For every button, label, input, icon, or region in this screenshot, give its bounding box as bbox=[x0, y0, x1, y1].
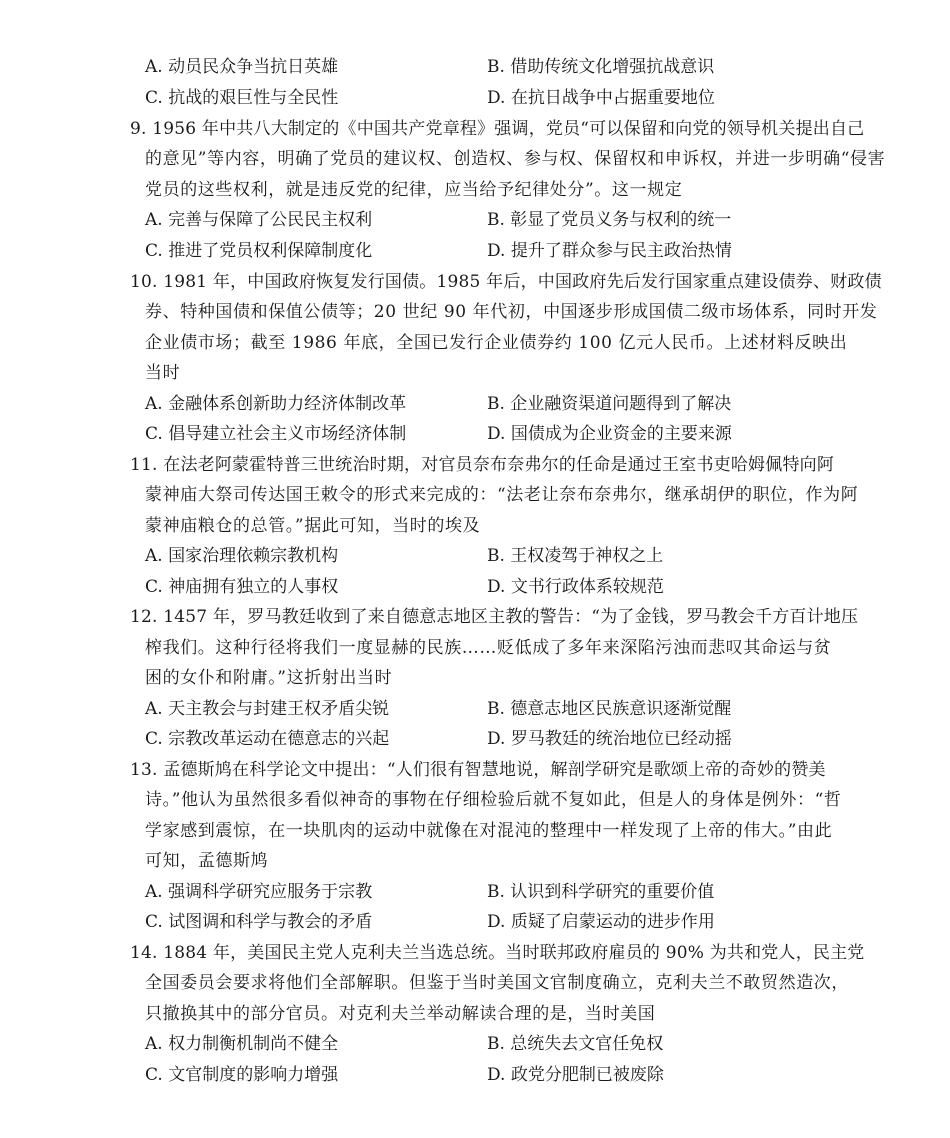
q9-option-a: A. 完善与保障了公民民主权利 bbox=[145, 210, 373, 230]
q12-stem-line: 12. 1457 年，罗马教廷收到了来自德意志地区主教的警告：“为了金钱，罗马教会千方百计地压 bbox=[130, 607, 859, 627]
q12-option-c: C. 宗教改革运动在德意志的兴起 bbox=[145, 729, 390, 749]
q11-stem-line: 蒙神庙粮仓的总管。”据此可知，当时的埃及 bbox=[145, 516, 481, 536]
q14-option-b: B. 总统失去文官任免权 bbox=[487, 1034, 664, 1054]
q10-stem-line: 10. 1981 年，中国政府恢复发行国债。1985 年后，中国政府先后发行国家重点建设债券、财政债 bbox=[130, 272, 882, 292]
q13-option-a: A. 强调科学研究应服务于宗教 bbox=[145, 882, 373, 902]
q11-option-d: D. 文书行政体系较规范 bbox=[487, 577, 664, 597]
q13-stem-line: 诗。”他认为虽然很多看似神奇的事物在仔细检验后就不复如此，但是人的身体是例外：“哲 bbox=[145, 790, 842, 810]
q8-option-c: C. 抗战的艰巨性与全民性 bbox=[145, 88, 339, 108]
q10-stem-line: 企业债市场；截至 1986 年底，全国已发行企业债券约 100 亿元人民币。上述材料反映出 bbox=[145, 333, 848, 353]
q13-stem-line: 可知，孟德斯鸠 bbox=[145, 851, 269, 871]
q9-option-c: C. 推进了党员权利保障制度化 bbox=[145, 241, 373, 261]
q13-option-c: C. 试图调和科学与教会的矛盾 bbox=[145, 912, 373, 932]
q10-stem-line: 当时 bbox=[145, 363, 181, 383]
q13-stem-line: 学家感到震惊，在一块肌肉的运动中就像在对混沌的整理中一样发现了上帝的伟大。”由此 bbox=[145, 821, 833, 841]
q14-option-a: A. 权力制衡机制尚不健全 bbox=[145, 1034, 339, 1054]
q8-option-b: B. 借助传统文化增强抗战意识 bbox=[487, 57, 715, 77]
q8-option-d: D. 在抗日战争中占据重要地位 bbox=[487, 88, 715, 108]
q10-option-b: B. 企业融资渠道问题得到了解决 bbox=[487, 394, 732, 414]
q12-stem-line: 困的女仆和附庸。”这折射出当时 bbox=[145, 668, 393, 688]
q12-option-a: A. 天主教会与封建王权矛盾尖锐 bbox=[145, 699, 390, 719]
q13-option-b: B. 认识到科学研究的重要价值 bbox=[487, 882, 715, 902]
q13-stem-line: 13. 孟德斯鸠在科学论文中提出：“人们很有智慧地说，解剖学研究是歌颂上帝的奇妙的赞美 bbox=[130, 760, 826, 780]
q11-option-c: C. 神庙拥有独立的人事权 bbox=[145, 577, 339, 597]
q12-option-b: B. 德意志地区民族意识逐渐觉醒 bbox=[487, 699, 732, 719]
q10-option-c: C. 倡导建立社会主义市场经济体制 bbox=[145, 424, 407, 444]
q14-stem-line: 全国委员会要求将他们全部解职。但鉴于当时美国文官制度确立，克利夫兰不敢贸然造次， bbox=[145, 973, 849, 993]
q14-stem-line: 只撤换其中的部分官员。对克利夫兰举动解读合理的是，当时美国 bbox=[145, 1004, 656, 1024]
q10-stem-line: 券、特种国债和保值公债等；20 世纪 90 年代初，中国逐步形成国债二级市场体系，同时开发 bbox=[145, 302, 878, 322]
q10-option-d: D. 国债成为企业资金的主要来源 bbox=[487, 424, 732, 444]
q11-stem-line: 11. 在法老阿蒙霍特普三世统治时期，对官员奈布奈弗尔的任命是通过王室书吏哈姆佩特向阿 bbox=[130, 455, 835, 475]
q9-stem-line: 的意见”等内容，明确了党员的建议权、创造权、参与权、保留权和申诉权，并进一步明确“侵害 bbox=[145, 149, 886, 169]
q9-stem-line: 9. 1956 年中共八大制定的《中国共产党章程》强调，党员“可以保留和向党的领导机关提出自己 bbox=[130, 119, 865, 139]
q14-stem-line: 14. 1884 年，美国民主党人克利夫兰当选总统。当时联邦政府雇员的 90% 为共和党人，民主党 bbox=[130, 943, 865, 963]
q9-option-d: D. 提升了群众参与民主政治热情 bbox=[487, 241, 732, 261]
q14-option-c: C. 文官制度的影响力增强 bbox=[145, 1065, 339, 1085]
q11-stem-line: 蒙神庙大祭司传达国王敕令的形式来完成的：“法老让奈布奈弗尔，继承胡伊的职位，作为阿 bbox=[145, 485, 859, 505]
q11-option-b: B. 王权凌驾于神权之上 bbox=[487, 546, 664, 566]
q13-option-d: D. 质疑了启蒙运动的进步作用 bbox=[487, 912, 715, 932]
q12-stem-line: 榨我们。这种行径将我们一度显赫的民族……贬低成了多年来深陷污浊而悲叹其命运与贫 bbox=[145, 638, 832, 658]
q10-option-a: A. 金融体系创新助力经济体制改革 bbox=[145, 394, 407, 414]
q12-option-d: D. 罗马教廷的统治地位已经动摇 bbox=[487, 729, 732, 749]
q11-option-a: A. 国家治理依赖宗教机构 bbox=[145, 546, 339, 566]
q14-option-d: D. 政党分肥制已被废除 bbox=[487, 1065, 664, 1085]
q9-option-b: B. 彰显了党员义务与权利的统一 bbox=[487, 210, 732, 230]
q9-stem-line: 党员的这些权利，就是违反党的纪律，应当给予纪律处分”。这一规定 bbox=[145, 180, 683, 200]
q8-option-a: A. 动员民众争当抗日英雄 bbox=[145, 57, 339, 77]
